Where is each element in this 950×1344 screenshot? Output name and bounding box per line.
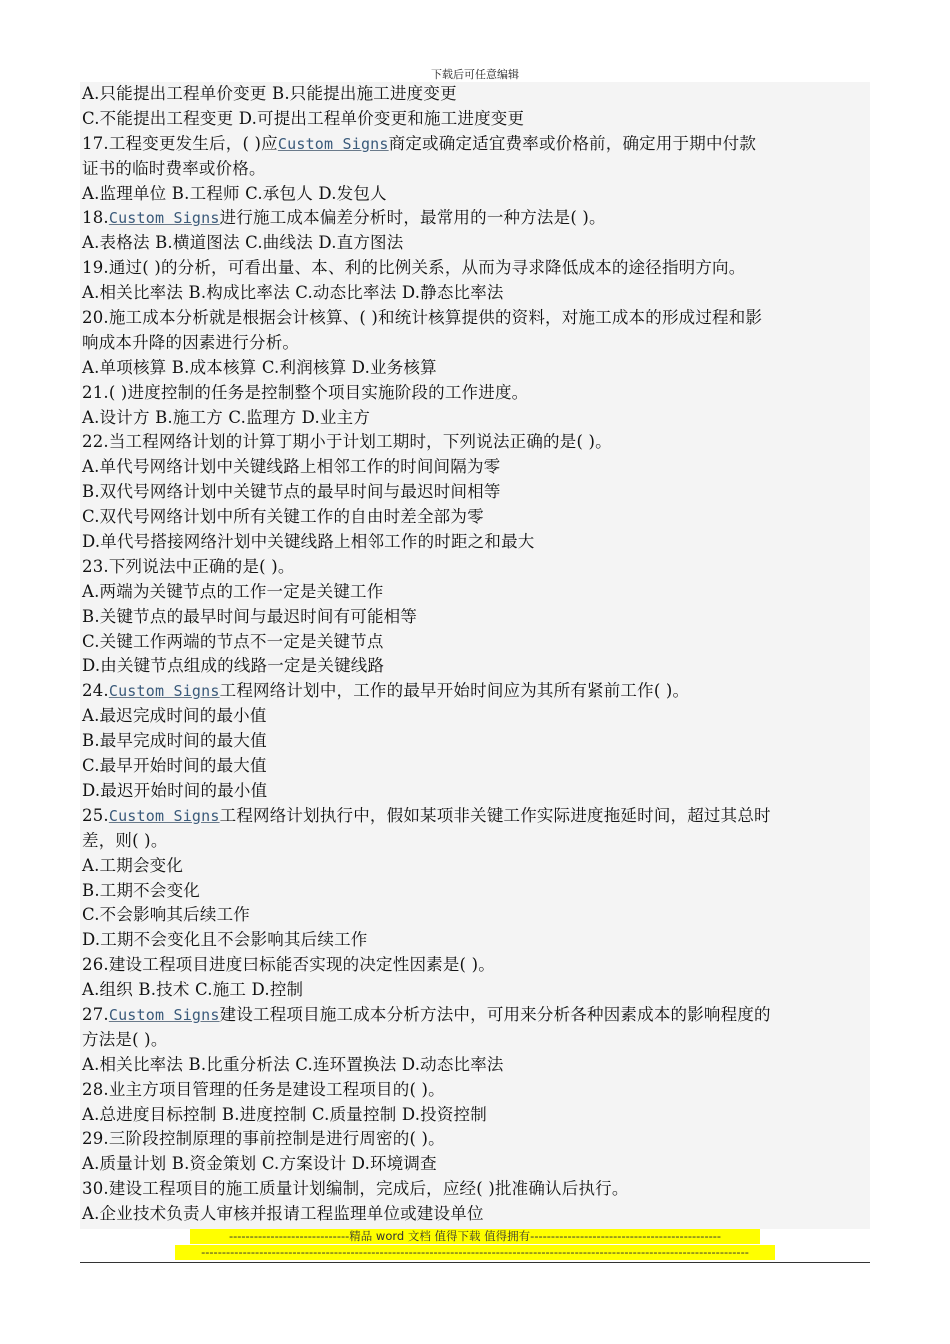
line-text-continued: 商定或确定适宜费率或价格前，确定用于期中付款	[388, 133, 757, 153]
line-text-continued: 建设工程项目施工成本分析方法中，可用来分析各种因素成本的影响程度的	[219, 1004, 771, 1024]
text-line	[80, 107, 870, 132]
text-line	[80, 928, 870, 953]
line-text: 30.建设工程项目的施工质量计划编制，完成后，应经( )批准确认后执行。	[82, 1179, 629, 1199]
line-text: A.只能提出工程单价变更 B.只能提出施工进度变更	[82, 84, 457, 103]
text-line	[80, 381, 870, 406]
text-line	[80, 654, 870, 679]
text-line	[80, 978, 870, 1003]
text-line	[80, 256, 870, 281]
text-line	[80, 580, 870, 605]
line-text: A.设计方 B.施工方 C.监理方 D.业主方	[82, 407, 371, 427]
line-text: D.最迟开始时间的最小值	[82, 780, 268, 800]
text-line	[80, 555, 870, 580]
document-body	[80, 82, 870, 1229]
line-text: A.单代号网络计划中关键线路上相邻工作的时间间隔为零	[82, 457, 501, 477]
text-line	[80, 1053, 870, 1078]
line-text: A.监理单位 B.工程师 C.承包人 D.发包人	[82, 183, 387, 203]
line-text: 18.	[82, 208, 109, 228]
text-line	[80, 1127, 870, 1152]
text-line	[80, 1152, 870, 1177]
line-text: 21.( )进度控制的任务是控制整个项目实施阶段的工作进度。	[82, 382, 529, 402]
line-text-continued: 工程网络计划中，工作的最早开始时间应为其所有紧前工作( )。	[219, 681, 690, 701]
line-text: 方法是( )。	[82, 1029, 168, 1049]
text-line	[80, 804, 870, 829]
custom-signs-link[interactable]: Custom Signs	[108, 1005, 220, 1024]
text-line	[80, 605, 870, 630]
text-line	[80, 281, 870, 306]
text-line	[80, 829, 870, 854]
text-line	[80, 480, 870, 505]
line-text: A.最迟完成时间的最小值	[82, 706, 267, 726]
text-line	[80, 679, 870, 704]
line-text: 17.工程变更发生后，( )应	[82, 133, 278, 153]
text-line	[80, 231, 870, 256]
line-text: C.最早开始时间的最大值	[82, 756, 267, 776]
text-line	[80, 754, 870, 779]
line-text: A.表格法 B.横道图法 C.曲线法 D.直方图法	[82, 233, 404, 253]
custom-signs-link[interactable]: Custom Signs	[108, 682, 220, 701]
text-line	[80, 530, 870, 555]
line-text: 证书的临时费率或价格。	[82, 158, 266, 178]
text-line	[80, 903, 870, 928]
line-text: C.双代号网络计划中所有关键工作的自由时差全部为零	[82, 507, 484, 527]
text-line	[80, 356, 870, 381]
text-line	[80, 1177, 870, 1202]
line-text: A.工期会变化	[82, 855, 184, 875]
footer-banner-dashes: ------------------------------------------------------------------------------------------------------------------------------------	[175, 1245, 775, 1260]
line-text: 29.三阶段控制原理的事前控制是进行周密的( )。	[82, 1129, 445, 1149]
text-line	[80, 331, 870, 356]
text-line	[80, 406, 870, 431]
line-text: A.总进度目标控制 B.进度控制 C.质量控制 D.投资控制	[82, 1104, 487, 1124]
text-line	[80, 1078, 870, 1103]
line-text: 19.通过( )的分析，可看出量、本、利的比例关系，从而为寻求降低成本的途径指明方向。	[82, 258, 746, 278]
text-line	[80, 704, 870, 729]
line-text: B.关键节点的最早时间与最迟时间有可能相等	[82, 606, 418, 626]
line-text: C.不会影响其后续工作	[82, 905, 250, 925]
custom-signs-link[interactable]: Custom Signs	[108, 209, 220, 228]
custom-signs-link[interactable]: Custom Signs	[277, 134, 389, 153]
text-line	[80, 505, 870, 530]
footer-banner-text: -----------------------------精品 word 文档 值得下载 值得拥有----------------------------------------------	[190, 1229, 760, 1244]
line-text: 27.	[82, 1004, 109, 1024]
line-text: 差，则( )。	[82, 830, 168, 850]
text-line	[80, 729, 870, 754]
text-line	[80, 206, 870, 231]
line-text: B.最早完成时间的最大值	[82, 731, 267, 751]
text-line	[80, 82, 870, 107]
text-line	[80, 1003, 870, 1028]
line-text: B.双代号网络计划中关键节点的最早时间与最迟时间相等	[82, 482, 501, 502]
text-line	[80, 630, 870, 655]
line-text: D.由关键节点组成的线路一定是关键线路	[82, 656, 385, 676]
text-line	[80, 157, 870, 182]
text-line	[80, 953, 870, 978]
text-line	[80, 182, 870, 207]
line-text: A.单项核算 B.成本核算 C.利润核算 D.业务核算	[82, 357, 437, 377]
line-text-continued: 工程网络计划执行中，假如某项非关键工作实际进度拖延时间，超过其总时	[219, 805, 771, 825]
line-text: A.两端为关键节点的工作一定是关键工作	[82, 581, 384, 601]
line-text: B.工期不会变化	[82, 880, 200, 900]
text-line	[80, 854, 870, 879]
line-text: 26.建设工程项目进度曰标能否实现的决定性因素是( )。	[82, 955, 495, 975]
line-text: A.相关比率法 B.构成比率法 C.动态比率法 D.静态比率法	[82, 283, 504, 303]
line-text: 25.	[82, 805, 109, 825]
line-text: A.质量计划 B.资金策划 C.方案设计 D.环境调查	[82, 1154, 437, 1174]
text-line	[80, 1028, 870, 1053]
line-text: A.相关比率法 B.比重分析法 C.连环置换法 D.动态比率法	[82, 1054, 504, 1074]
custom-signs-link[interactable]: Custom Signs	[108, 806, 220, 825]
page-header-note: 下载后可任意编辑	[431, 68, 519, 81]
text-line	[80, 1202, 870, 1227]
line-text: 23.下列说法中正确的是( )。	[82, 556, 295, 576]
footer-divider	[80, 1262, 870, 1263]
line-text: 22.当工程网络计划的计算丁期小于计划工期时，下列说法正确的是( )。	[82, 432, 612, 452]
line-text: A.企业技术负责人审核并报请工程监理单位或建设单位	[82, 1204, 484, 1224]
line-text: 28.业主方项目管理的任务是建设工程项目的( )。	[82, 1079, 445, 1099]
text-line	[80, 306, 870, 331]
text-line	[80, 879, 870, 904]
line-text: 24.	[82, 681, 109, 701]
text-line	[80, 430, 870, 455]
text-line	[80, 1103, 870, 1128]
text-line	[80, 455, 870, 480]
line-text: A.组织 B.技术 C.施工 D.控制	[82, 980, 304, 1000]
line-text: D.工期不会变化且不会影响其后续工作	[82, 930, 368, 950]
line-text: C.关键工作两端的节点不一定是关键节点	[82, 631, 384, 651]
text-line	[80, 779, 870, 804]
line-text: D.单代号搭接网络汁划中关键线路上相邻工作的时距之和最大	[82, 532, 535, 552]
text-line	[80, 132, 870, 157]
line-text: C.不能提出工程变更 D.可提出工程单价变更和施工进度变更	[82, 108, 525, 128]
line-text: 20.施工成本分析就是根据会计核算、( )和统计核算提供的资料，对施工成本的形成过程和影	[82, 308, 763, 328]
line-text: 响成本升降的因素进行分析。	[82, 332, 300, 352]
line-text-continued: 进行施工成本偏差分析时，最常用的一种方法是( )。	[219, 208, 606, 228]
